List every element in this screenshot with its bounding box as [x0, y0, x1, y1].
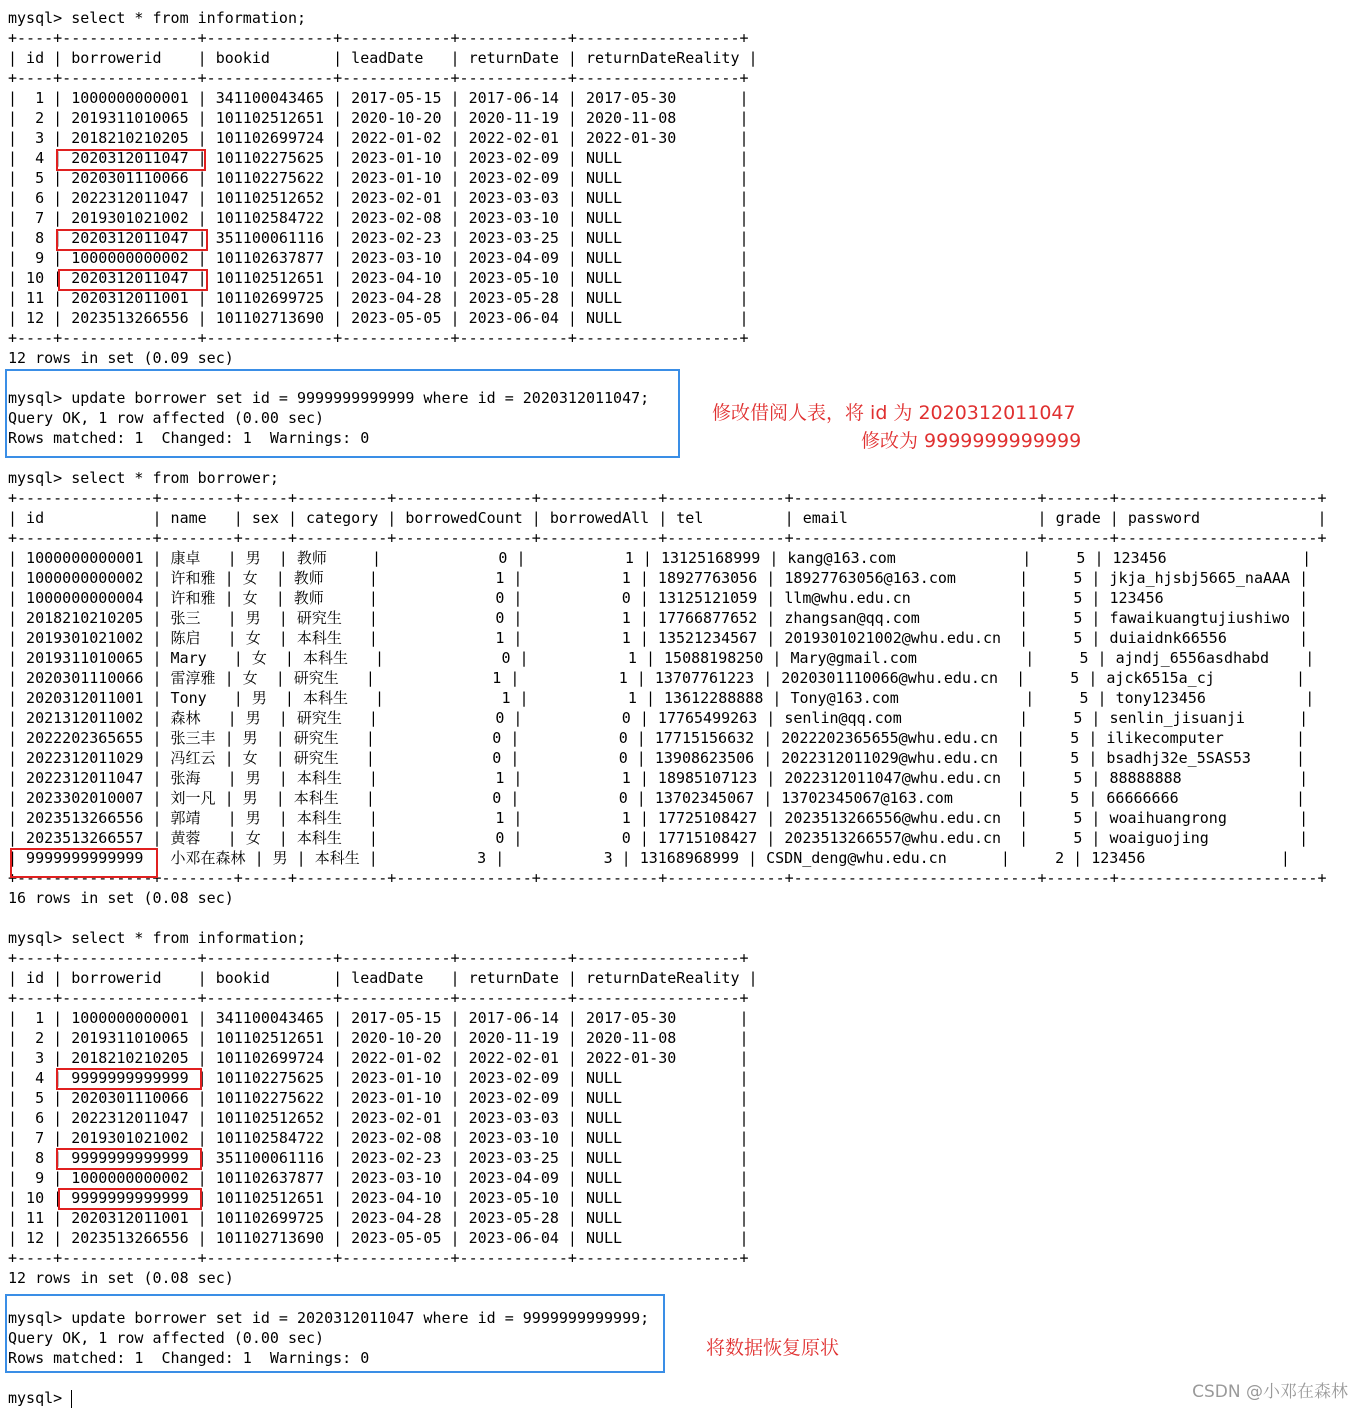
terminal-line: | 2019311010065 | Mary | 女 | 本科生 | 0 | 1 | 15088198250 | Mary@gmail.com | 5 | ajndj_6556asdhabd | — [8, 649, 1315, 667]
terminal-line: +----+---------------+--------------+------------+------------+------------------+ — [8, 989, 749, 1007]
terminal-line: | 11 | 2020312011001 | 101102699725 | 2023-04-28 | 2023-05-28 | NULL | — [8, 1209, 749, 1227]
terminal-line: | 1 | 1000000000001 | 341100043465 | 2017-05-15 | 2017-06-14 | 2017-05-30 | — [8, 1009, 749, 1027]
watermark: CSDN @小邓在森林 — [1192, 1382, 1348, 1402]
terminal-line: | 1000000000004 | 许和雅 | 女 | 教师 | 0 | 0 | 13125121059 | llm@whu.edu.cn | 5 | 123456 | — [8, 589, 1309, 607]
terminal-line: | 2022202365655 | 张三丰 | 男 | 研究生 | 0 | 0 | 17715156632 | 2022202365655@whu.edu.cn | 5 | ilikecomputer | — [8, 729, 1306, 747]
terminal-line: mysql> select * from information; — [8, 929, 307, 947]
terminal-line: | 9999999999999 | 小邓在森林 | 男 | 本科生 | 3 | 3 | 13168968999 | CSDN_deng@whu.edu.cn | 2 | 123456 | — [8, 849, 1290, 867]
terminal-line: | 2019301021002 | 陈启 | 女 | 本科生 | 1 | 1 | 13521234567 | 2019301021002@whu.edu.cn | 5 | duiaidnk66556 | — [8, 629, 1309, 647]
highlight-borrowerid-row10 — [58, 269, 208, 291]
terminal-line: | 1000000000002 | 许和雅 | 女 | 教师 | 1 | 1 | 18927763056 | 18927763056@163.com | 5 | jkja_hjsbj5665_naAAA | — [8, 569, 1309, 587]
terminal-line: Query OK, 1 row affected (0.00 sec) — [8, 1329, 325, 1347]
highlight-borrower-id-9999 — [10, 848, 158, 878]
terminal-line: | 3 | 2018210210205 | 101102699724 | 2022-01-02 | 2022-02-01 | 2022-01-30 | — [8, 1049, 749, 1067]
terminal-line: mysql> update borrower set id = 9999999999999 where id = 2020312011047; — [8, 389, 650, 407]
terminal-line: Rows matched: 1 Changed: 1 Warnings: 0 — [8, 1349, 370, 1367]
highlight-borrowerid-row8-updated — [56, 1148, 202, 1170]
annotation-note-1-line-1: 修改借阅人表，将 id 为 2020312011047 — [712, 402, 1076, 424]
terminal-line: Rows matched: 1 Changed: 1 Warnings: 0 — [8, 429, 370, 447]
terminal-line: | 9 | 1000000000002 | 101102637877 | 2023-03-10 | 2023-04-09 | NULL | — [8, 1169, 749, 1187]
highlight-borrowerid-row8 — [56, 229, 208, 251]
terminal-line: +---------------+--------+-----+----------+---------------+-------------+-------------+---------------------------+-------+----------------------+ — [8, 489, 1327, 507]
terminal-line: | 2 | 2019311010065 | 101102512651 | 2020-10-20 | 2020-11-19 | 2020-11-08 | — [8, 1029, 749, 1047]
terminal-line: | 8 | 2020312011047 | 351100061116 | 2023-02-23 | 2023-03-25 | NULL | — [8, 229, 749, 247]
terminal-line: 12 rows in set (0.09 sec) — [8, 349, 234, 367]
terminal-line: +----+---------------+--------------+------------+------------+------------------+ — [8, 69, 749, 87]
terminal-output[interactable] — [8, 8, 1327, 1408]
annotation-note-1-line-2: 修改为 9999999999999 — [861, 430, 1082, 452]
terminal-line: | 2021312011002 | 森林 | 男 | 研究生 | 0 | 0 | 17765499263 | senlin@qq.com | 5 | senlin_jisuanji | — [8, 709, 1309, 727]
terminal-line: +----+---------------+--------------+------------+------------+------------------+ — [8, 1249, 749, 1267]
terminal-line: 12 rows in set (0.08 sec) — [8, 1269, 234, 1287]
terminal-line: +---------------+--------+-----+----------+---------------+-------------+-------------+---------------------------+-------+----------------------+ — [8, 869, 1327, 887]
terminal-line: +----+---------------+--------------+------------+------------+------------------+ — [8, 329, 749, 347]
text-cursor — [71, 1390, 72, 1408]
terminal-line: +----+---------------+--------------+------------+------------+------------------+ — [8, 29, 749, 47]
terminal-line: | 3 | 2018210210205 | 101102699724 | 2022-01-02 | 2022-02-01 | 2022-01-30 | — [8, 129, 749, 147]
terminal-line — [8, 908, 1327, 928]
terminal-line: | 5 | 2020301110066 | 101102275622 | 2023-01-10 | 2023-02-09 | NULL | — [8, 169, 749, 187]
terminal-line: | id | borrowerid | bookid | leadDate | returnDate | returnDateReality | — [8, 49, 758, 67]
highlight-update-command-1 — [5, 369, 680, 458]
terminal-line: | 2018210210205 | 张三 | 男 | 研究生 | 0 | 1 | 17766877652 | zhangsan@qq.com | 5 | fawaikuangtujiushiwo | — [8, 609, 1309, 627]
highlight-borrowerid-row4-updated — [56, 1068, 202, 1090]
terminal-line: | 5 | 2020301110066 | 101102275622 | 2023-01-10 | 2023-02-09 | NULL | — [8, 1089, 749, 1107]
terminal-line: | id | borrowerid | bookid | leadDate | returnDate | returnDateReality | — [8, 969, 758, 987]
terminal-line: | 1 | 1000000000001 | 341100043465 | 2017-05-15 | 2017-06-14 | 2017-05-30 | — [8, 89, 749, 107]
terminal-line: mysql> select * from information; — [8, 9, 307, 27]
terminal-line: | 8 | 9999999999999 | 351100061116 | 2023-02-23 | 2023-03-25 | NULL | — [8, 1149, 749, 1167]
terminal-line: mysql> select * from borrower; — [8, 469, 279, 487]
terminal-line: | 12 | 2023513266556 | 101102713690 | 2023-05-05 | 2023-06-04 | NULL | — [8, 309, 749, 327]
terminal-line: | 6 | 2022312011047 | 101102512652 | 2023-02-01 | 2023-03-03 | NULL | — [8, 189, 749, 207]
terminal-line: 16 rows in set (0.08 sec) — [8, 889, 234, 907]
terminal-line: | 9 | 1000000000002 | 101102637877 | 2023-03-10 | 2023-04-09 | NULL | — [8, 249, 749, 267]
annotation-note-2: 将数据恢复原状 — [706, 1337, 840, 1359]
terminal-line: +----+---------------+--------------+------------+------------+------------------+ — [8, 949, 749, 967]
terminal-line: | 2020312011001 | Tony | 男 | 本科生 | 1 | 1 | 13612288888 | Tony@163.com | 5 | tony123456 | — [8, 689, 1315, 707]
terminal-line: mysql> update borrower set id = 2020312011047 where id = 9999999999999; — [8, 1309, 650, 1327]
highlight-update-command-2 — [5, 1294, 665, 1373]
highlight-borrowerid-row4 — [56, 149, 206, 171]
terminal-line: | 2022312011029 | 冯红云 | 女 | 研究生 | 0 | 0 | 13908623506 | 2022312011029@whu.edu.cn | 5 | bsadhj32e_5SAS53 | — [8, 749, 1306, 767]
highlight-borrowerid-row10-updated — [58, 1188, 202, 1210]
terminal-line: | 2 | 2019311010065 | 101102512651 | 2020-10-20 | 2020-11-19 | 2020-11-08 | — [8, 109, 749, 127]
terminal-line: | 2023302010007 | 刘一凡 | 男 | 本科生 | 0 | 0 | 13702345067 | 13702345067@163.com | 5 | 66666666 | — [8, 789, 1306, 807]
terminal-line: | 2023513266557 | 黄蓉 | 女 | 本科生 | 0 | 0 | 17715108427 | 2023513266557@whu.edu.cn | 5 | woaiguojing | — [8, 829, 1309, 847]
terminal-line: | 7 | 2019301021002 | 101102584722 | 2023-02-08 | 2023-03-10 | NULL | — [8, 1129, 749, 1147]
terminal-line: | 12 | 2023513266556 | 101102713690 | 2023-05-05 | 2023-06-04 | NULL | — [8, 1229, 749, 1247]
terminal-line: | 2023513266556 | 郭靖 | 男 | 本科生 | 1 | 1 | 17725108427 | 2023513266556@whu.edu.cn | 5 | woaihuangrong | — [8, 809, 1309, 827]
terminal-line: mysql> — [8, 1389, 72, 1407]
terminal-line: +---------------+--------+-----+----------+---------------+-------------+-------------+---------------------------+-------+----------------------+ — [8, 529, 1327, 547]
terminal-line: | id | name | sex | category | borrowedCount | borrowedAll | tel | email | grade | password | — [8, 509, 1327, 527]
terminal-line: | 1000000000001 | 康卓 | 男 | 教师 | 0 | 1 | 13125168999 | kang@163.com | 5 | 123456 | — [8, 549, 1312, 567]
terminal-line: | 11 | 2020312011001 | 101102699725 | 2023-04-28 | 2023-05-28 | NULL | — [8, 289, 749, 307]
terminal-line: | 2020301110066 | 雷淳雅 | 女 | 研究生 | 1 | 1 | 13707761223 | 2020301110066@whu.edu.cn | 5 | ajck6515a_cj | — [8, 669, 1306, 687]
terminal-line: | 10 | 2020312011047 | 101102512651 | 2023-04-10 | 2023-05-10 | NULL | — [8, 269, 749, 287]
terminal-line: | 6 | 2022312011047 | 101102512652 | 2023-02-01 | 2023-03-03 | NULL | — [8, 1109, 749, 1127]
terminal-line: | 7 | 2019301021002 | 101102584722 | 2023-02-08 | 2023-03-10 | NULL | — [8, 209, 749, 227]
terminal-line: | 2022312011047 | 张海 | 男 | 本科生 | 1 | 1 | 18985107123 | 2022312011047@whu.edu.cn | 5 | 88888888 | — [8, 769, 1309, 787]
terminal-line: | 10 | 9999999999999 | 101102512651 | 2023-04-10 | 2023-05-10 | NULL | — [8, 1189, 749, 1207]
terminal-line: Query OK, 1 row affected (0.00 sec) — [8, 409, 325, 427]
terminal-line: | 4 | 9999999999999 | 101102275625 | 2023-01-10 | 2023-02-09 | NULL | — [8, 1069, 749, 1087]
terminal-line: | 4 | 2020312011047 | 101102275625 | 2023-01-10 | 2023-02-09 | NULL | — [8, 149, 749, 167]
